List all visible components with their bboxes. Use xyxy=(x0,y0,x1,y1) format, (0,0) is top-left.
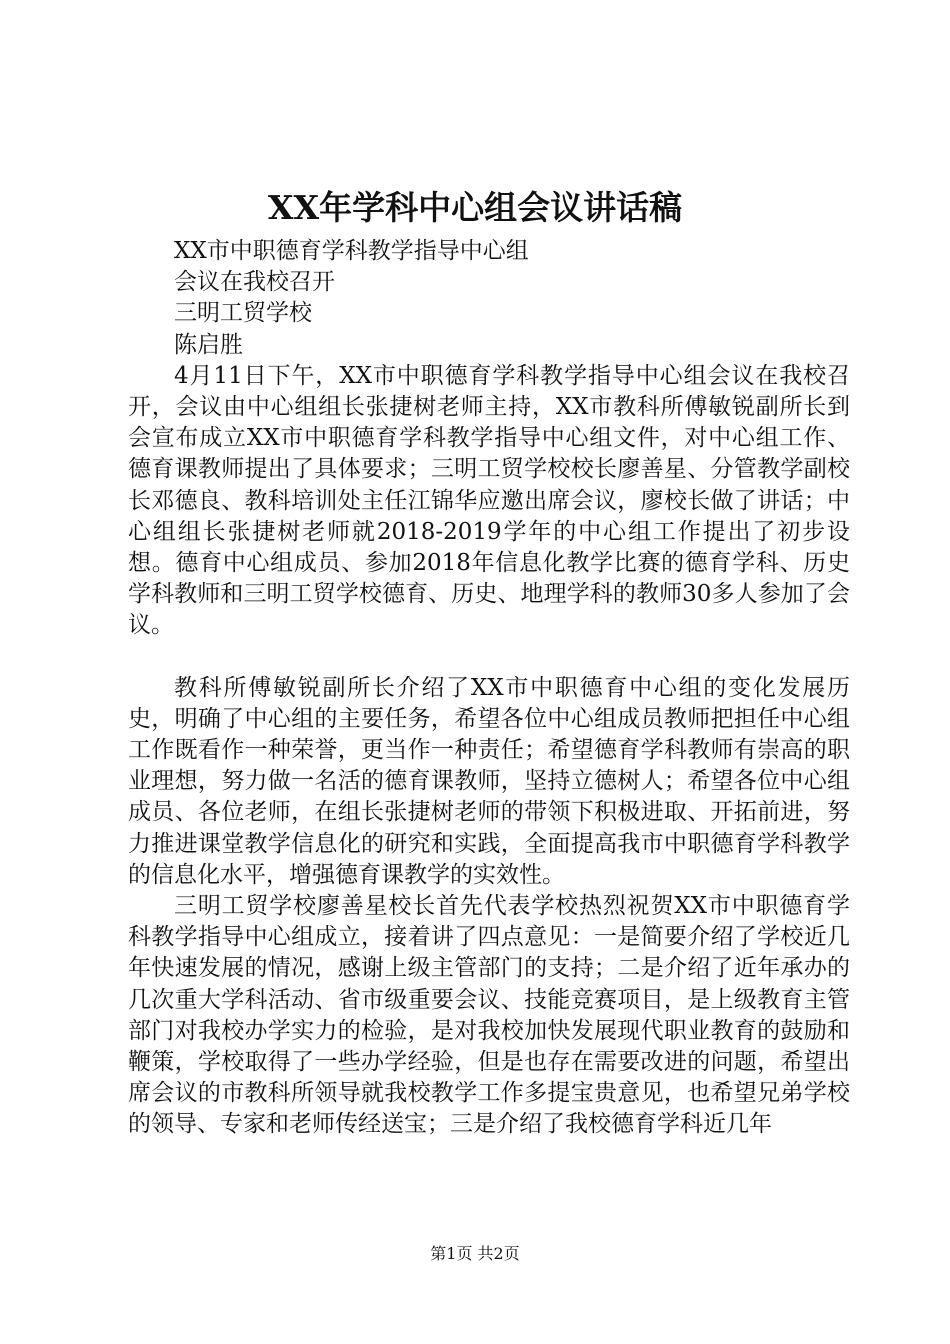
paragraph-2: 教科所傅敏锐副所长介绍了XX市中职德育中心组的变化发展历史，明确了中心组的主要任务，希望各位中心组成员教师把担任中心组工作既看作一种荣誉，更当作一种责任；希望德育学科教师有崇高的职业理想，努力做一名活的德育课教师，坚持立德树人；希望各位中心组成员、各位老师，在组长张捷树老师的带领下积极进取、开拓前进，努力推进课堂教学信息化的研究和实践，全面提高我市中职德育学科教学的信息化水平，增强德育课教学的实效性。 xyxy=(128,674,850,888)
header-line-meeting: 会议在我校召开 xyxy=(174,269,335,296)
paragraph-3: 三明工贸学校廖善星校长首先代表学校热烈祝贺XX市中职德育学科教学指导中心组成立，接着讲了四点意见：一是简要介绍了学校近几年快速发展的情况，感谢上级主管部门的支持；二是介绍了近年承办的几次重大学科活动、省市级重要会议、技能竞赛项目，是上级教育主管部门对我校办学实力的检验，是对我校加快发展现代职业教育的鼓励和鞭策，学校取得了一些办学经验，但是也存在需要改进的问题，希望出席会议的市教科所领导就我校教学工作多提宝贵意见，也希望兄弟学校的领导、专家和老师传经送宝；三是介绍了我校德育学科近几年 xyxy=(128,893,850,1138)
paragraph-spacer xyxy=(128,642,850,673)
document-title: XX年学科中心组会议讲话稿 xyxy=(267,188,683,227)
document-body xyxy=(128,236,850,1141)
paragraph-1: 4月11日下午，XX市中职德育学科教学指导中心组会议在我校召开，会议由中心组组长张捷树老师主持，XX市教科所傅敏锐副所长到会宣布成立XX市中职德育学科教学指导中心组文件，对中心组工作、德育课教师提出了具体要求；三明工贸学校校长廖善星、分管教学副校长邓德良、教科培训处主任江锦华应邀出席会议，廖校长做了讲话；中心组组长张捷树老师就2018-2019学年的中心组工作提出了初步设想。德育中心组成员、参加2018年信息化教学比赛的德育学科、历史学科教师和三明工贸学校德育、历史、地理学科的教师30多人参加了会议。 xyxy=(128,362,850,639)
page-number-footer: 第1页 共2页 xyxy=(430,1244,520,1263)
header-line-school: 三明工贸学校 xyxy=(174,300,312,327)
header-line-committee: XX市中职德育学科教学指导中心组 xyxy=(174,238,529,264)
header-line-author: 陈启胜 xyxy=(174,331,243,358)
